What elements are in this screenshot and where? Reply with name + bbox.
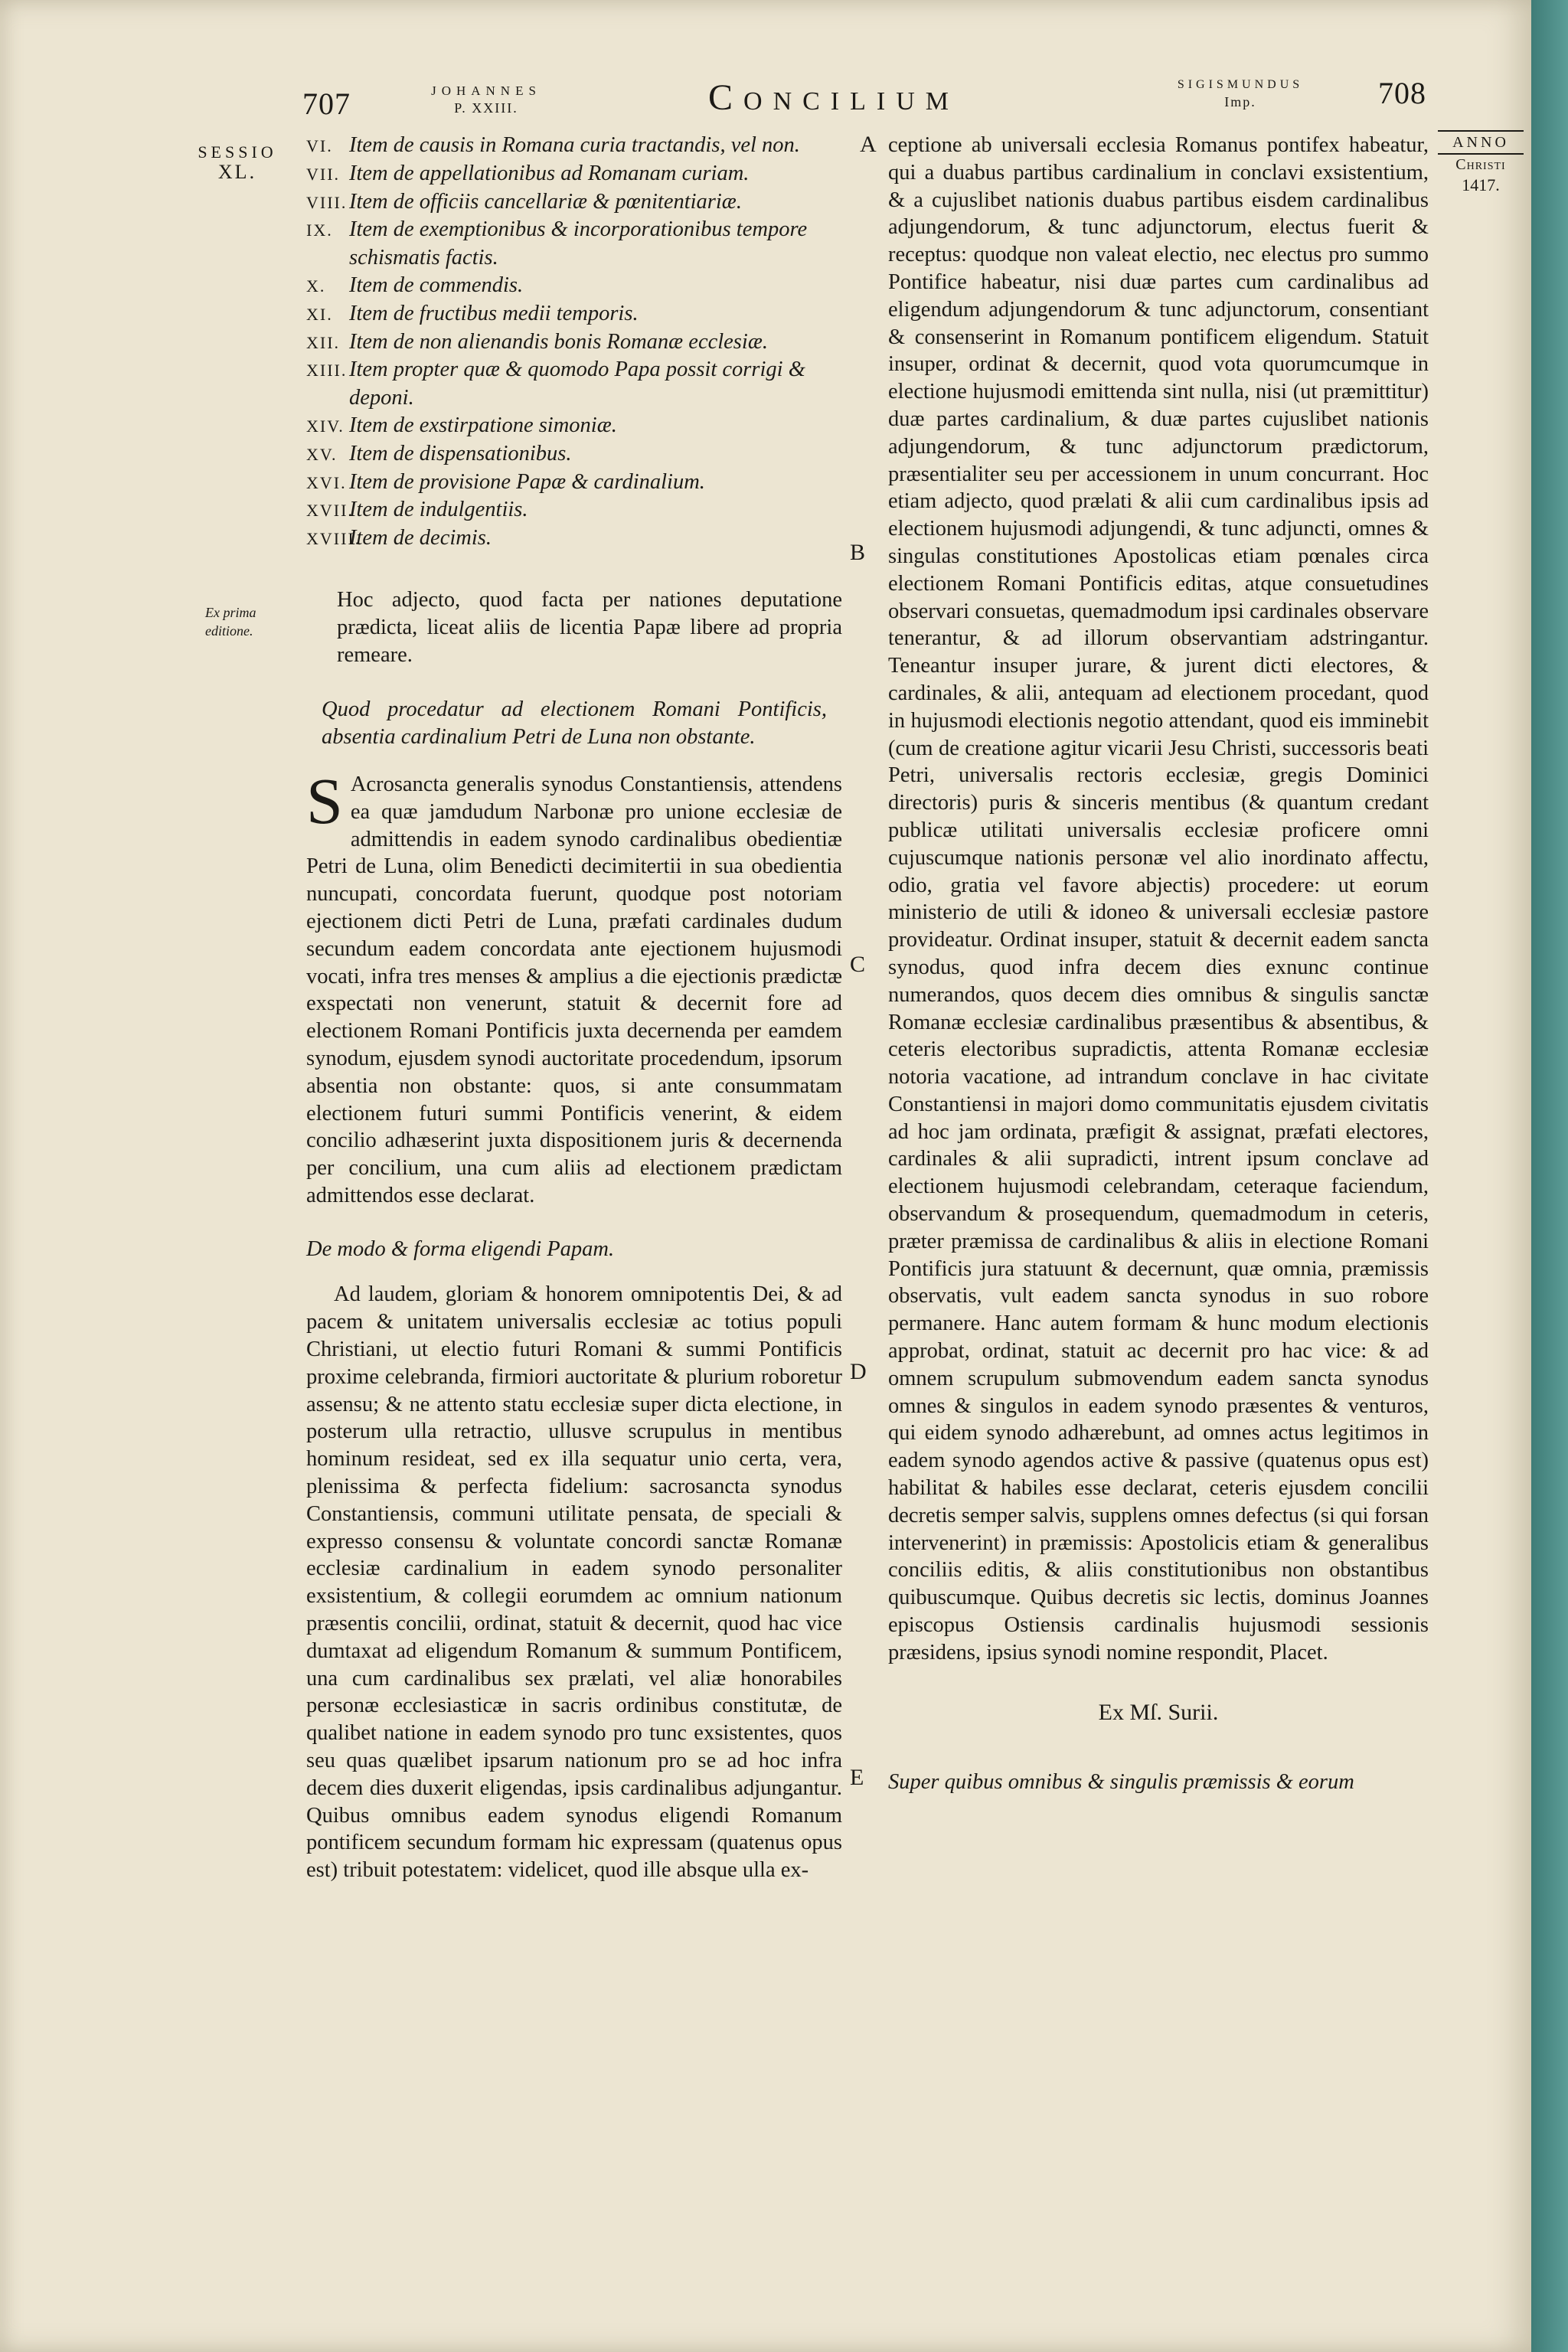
list-item: XVII.Item de indulgentiis. — [306, 498, 528, 522]
decree-paragraph — [306, 763, 842, 1210]
left-running-name: JOHANNES — [431, 83, 541, 98]
section-letter-d: D — [850, 1359, 867, 1384]
right-column — [888, 132, 1429, 1796]
section-letter-b: B — [850, 540, 866, 565]
source-note: Ex Mſ. Surii. — [1098, 1699, 1219, 1725]
right-running-name: SIGISMUNDUS — [1177, 78, 1304, 91]
left-running-head — [398, 83, 574, 116]
right-main-text: ceptione ab universali ecclesia Romanus pontifex habeatur, qui a duabus partibus cardinalium in conclavi exsistentium, & a cujuslibet nationis duabus partibus eisdem cardinalibus adjungendorum, & tunc adjunctorum, electus fuerit & receptus: quodque non valeat electio, nec electus pro summo Pontifice habeatur, nisi duæ partes cum cardinalibus ad eligendum adjungendorum & tunc adjunctorum, consentiant & consenserint in Romanum pontificem eligendum. Statuit insuper, ordinat & decernit, quod vota quorumcumque in electione hujusmodi emittenda sint nulla, nisi (ut præmittitur) duæ partes cardinalium, & duæ partes cujuslibet nationis adjungendorum, & tunc adjunctorum prædictorum, præsentialiter seu per accessionem in unum concurrant. Hoc etiam adjecto, quod prælati & alii cum cardinalibus ipsis ad electionem hujusmodi adjungendi, & tunc adjuncti, omnes & singulas constitutiones Apostolicas etiam pœnales circa electionem Romani Pontificis editas, atque consuetudines observari consuetas, quemadmodum ipsi cardinales observare tenerantur, & ad illorum observantiam adstringantur. Teneantur insuper jurare, & jurent dicti electores, & cardinales, & alii, antequam ad electionem procedant, quod in hujusmodi electionis negotio attendant, quod eis imminebit (cum de creatione agitur vicarii Jesu Christi, successoris beati Petri, universalis rectoris ecclesiæ, gregis Dominici directoris) puris & sinceris mentibus (& quantum credant publicæ utilitati universalis ecclesiæ proficere omni cujuscumque nationis personæ vel alio inordinato affectu, odio, gratia vel favore abjectis) procedere: ut eorum ministerio de utili & idoneo & universali ecclesiæ pastore provideatur. Ordinat insuper, statuit & decernit eadem sancta synodus, quod infra decem dies exnunc continue numerandos, quos decem dies omnibus & singulis sanctæ Romanæ ecclesiæ cardinalibus præsentibus & absentibus, & ceteris electoribus supradictis, attenta Romanæ ecclesiæ notoria vacatione, ad intrandum conclave in hac civitate Constantiensi in majori domo communitatis ejusdem civitatis ad hoc jam ordinata, præfigit & assignat, præfati electores, cardinales & alii supradicti, intrent ipsum conclave ad electionem hujusmodi celebrandam, ceteraque faciendum, observandum & prosequendum, quemadmodum in ceteris, præter præmissa de cardinalibus & aliis in electione Romani Pontificis jura statuunt & decernunt, quæ omnia, præmissis observatis, vult eadem sancta synodus in suo robore permanere. Hanc autem formam & hunc modum electionis approbat, ordinat, statuit ac decernit pro hac vice: & ad omnem scrupulum submovendum eadem sancta synodus omnes & singulos in eadem synodo præsentes & venturos, qui eidem synodo adhærebunt, ad omnes actus legitimos in eadem synodo agendos active & passive (quatenus opus est) habilitat & habiles esse declarat, ceteris ejusdem concilii decretis semper salvis, supplens omnes defectus (si qui forsan intervenerint) in præmissis: Apostolicis etiam & generalibus conciliis editis, & aliis constitutionibus non obstantibus quibuscumque. Quibus decretis sic lectis, dominus Joannes episcopus Ostiensis cardinalis hujusmodi sessionis præsidens, ipsius synodi nomine respondit, Placet. — [888, 133, 1429, 1664]
list-item: XIII.Item propter quæ & quomodo Papa possit corrigi & deponi. — [306, 358, 805, 410]
edition-note: Ex prima editione. — [205, 605, 256, 639]
list-item: VI. Item de causis in Romana curia tractandis, vel non. — [306, 133, 800, 157]
list-item: XI. Item de fructibus medii temporis. — [306, 301, 639, 325]
section-letter-e: E — [850, 1765, 864, 1790]
list-item: XVIII.Item de decimis. — [306, 526, 492, 550]
section-letter-c: C — [850, 952, 866, 977]
drop-cap: S — [306, 763, 343, 838]
background-strip — [1531, 0, 1568, 2352]
right-page-number: 708 — [1378, 76, 1426, 110]
left-page-number: 707 — [302, 87, 351, 121]
chapter-list — [306, 132, 842, 553]
list-item: XVI. Item de provisione Papæ & cardinalium. — [306, 469, 705, 494]
heading-modo: De modo & forma eligendi Papam. — [306, 1236, 615, 1261]
anno-year: 1417. — [1462, 175, 1500, 194]
anno-label: ANNO — [1438, 130, 1524, 155]
list-item: VII. Item de appellationibus ad Romanam curiam. — [306, 161, 750, 185]
right-running-head — [1171, 77, 1309, 110]
laudem-paragraph: Ad laudem, gloriam & honorem omnipotentis Dei, & ad pacem & unitatem universalis ecclesiæ ac totius populi Christiani, ut electio futuri Romani & summi Pontificis proxime celebranda, firmiori auctoritate & plurium roboretur assensu; & ne attento statu ecclesiæ super dicta electione, in posterum ulla retractio, ullusve scrupulus in mentibus hominum resideat, sed ex illa sequatur unio certa, vera, plenissima & perfecta fidelium: sacrosancta synodus Constantiensis, communi utilitate pensata, de speciali & expresso consensu & voluntate concordi sanctæ Romanæ ecclesiæ cardinalium in eadem synodo personaliter exsistentium, & collegii eorumdem ac omnium nationum præsentis concilii, ordinat, statuit & decernit, quod hac vice dumtaxat ad eligendum Romanum & summum Pontificem, una cum cardinalibus sex prælati, vel aliæ honorabiles personæ ecclesiasticæ in sacris ordinibus constitutæ, de qualibet natione in eadem synodo pro tunc exsistentes, quos seu quas quælibet ipsarum nationum pro se ad hoc infra decem dies duxerit eligendas, ipsis cardinalibus adjungantur. Quibus omnibus eadem synodus eligendi Romanum pontificem secundum formam hic expressam (quatenus opus est) tribuit potestatem: videlicet, quod ille absque ulla ex- — [306, 1282, 842, 1883]
right-running-sub: Imp. — [1224, 94, 1256, 109]
adjecto-paragraph: Hoc adjecto, quod facta per nationes deputatione prædicta, liceat aliis de licentia Papæ libere ad propria remeare. — [337, 587, 842, 667]
list-item: IX. Item de exemptionibus & incorporationibus tempore schismatis factis. — [306, 217, 808, 270]
list-item: VIII.Item de officiis cancellariæ & pœnitentiariæ. — [306, 189, 742, 214]
closing-line: Super quibus omnibus & singulis præmissis & eorum — [888, 1770, 1354, 1795]
decree-text: Acrosancta generalis synodus Constantiensis, attendens ea quæ jamdudum Narbonæ pro unione ecclesiæ de admittendis in eadem synodo cardinalibus obedientiæ Petri de Luna, olim Benedicti decimitertii in sua obedientia nuncupati, concordata fuerunt, quodque post notoriam ejectionem dicti Petri de Luna, præfati cardinales dudum secundum eadem concordata ante ejectionem hujusmodi vocati, infra tres menses & amplius a die ejectionis prædictæ exspectati non venerunt, statuit & decernit fore ad electionem Romani Pontificis juxta decernenda per eamdem synodum, ejusdem synodi auctoritate procedendum, ipsorum absentia non obstante: quos, si ante consummatam electionem futuri summi Pontificis venerint, & eidem concilio adhæserint juxta dispositionem juris & decernenda per concilium, una cum aliis ad electionem prædictam admittendos esse declarat. — [306, 772, 842, 1207]
list-item: X. Item de commendis. — [306, 273, 524, 297]
list-item: XII. Item de non alienandis bonis Romanæ ecclesiæ. — [306, 329, 768, 354]
session-label — [195, 142, 279, 182]
left-column — [306, 132, 842, 1884]
session-word: SESSIO — [198, 142, 277, 162]
list-item: XIV. Item de exstirpatione simoniæ. — [306, 413, 617, 437]
session-number: XL. — [217, 161, 257, 183]
section-letter-a: A — [860, 132, 877, 157]
running-title: Concilium — [708, 77, 959, 118]
heading-electio: Quod procedatur ad electionem Romani Pontificis, absentia cardinalium Petri de Luna non obstante. — [322, 697, 827, 750]
left-running-sub: P. XXIII. — [454, 100, 518, 116]
anno-christi — [1438, 130, 1524, 196]
christi-label: Christi — [1455, 156, 1506, 173]
list-item: XV. Item de dispensationibus. — [306, 441, 572, 466]
